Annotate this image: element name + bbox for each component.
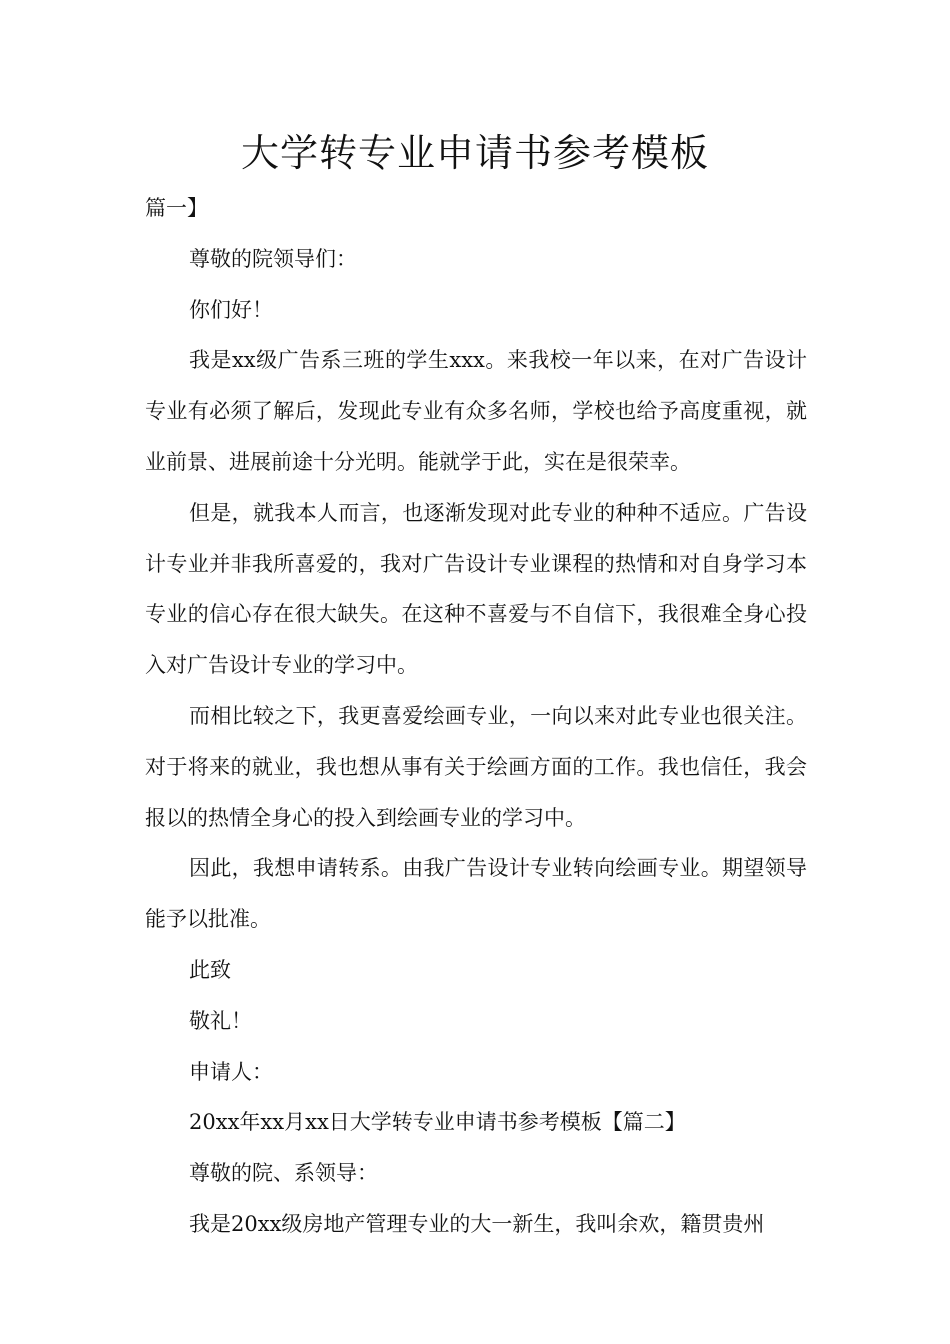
document-title: 大学转专业申请书参考模板	[240, 131, 709, 175]
document-body	[145, 183, 807, 1250]
paragraph: 我是xx级广告系三班的学生xxx。来我校一年以来，在对广告设计专业有必须了解后，发现此专业有众多名师，学校也给予高度重视，就业前景、进展前途十分光明。能就学于此，实在是很荣幸。	[145, 348, 807, 474]
date-and-section-label: 20xx年xx月xx日大学转专业申请书参考模板【篇二】	[189, 1110, 686, 1135]
paragraph: 因此，我想申请转系。由我广告设计专业转向绘画专业。期望领导能予以批准。	[145, 856, 807, 932]
section-label: 篇一】	[145, 196, 208, 220]
closing-line: 敬礼！	[189, 1008, 252, 1033]
paragraph: 但是，就我本人而言，也逐渐发现对此专业的种种不适应。广告设计专业并非我所喜爱的，我对广告设计专业课程的热情和对自身学习本专业的信心存在很大缺失。在这种不喜爱与不自信下，我很难全身心投入对广告设计专业的学习中。	[145, 500, 807, 678]
applicant-line: 申请人：	[189, 1059, 273, 1084]
paragraph: 我是20xx级房地产管理专业的大一新生，我叫余欢，籍贯贵州	[189, 1211, 765, 1236]
paragraph: 而相比较之下，我更喜爱绘画专业，一向以来对此专业也很关注。对于将来的就业，我也想从事有关于绘画方面的工作。我也信任，我会报以的热情全身心的投入到绘画专业的学习中。	[145, 703, 807, 830]
greeting: 你们好！	[189, 297, 273, 322]
closing-line: 此致	[189, 957, 231, 982]
salutation: 尊敬的院领导们：	[189, 246, 357, 271]
salutation: 尊敬的院、系领导：	[189, 1161, 378, 1186]
